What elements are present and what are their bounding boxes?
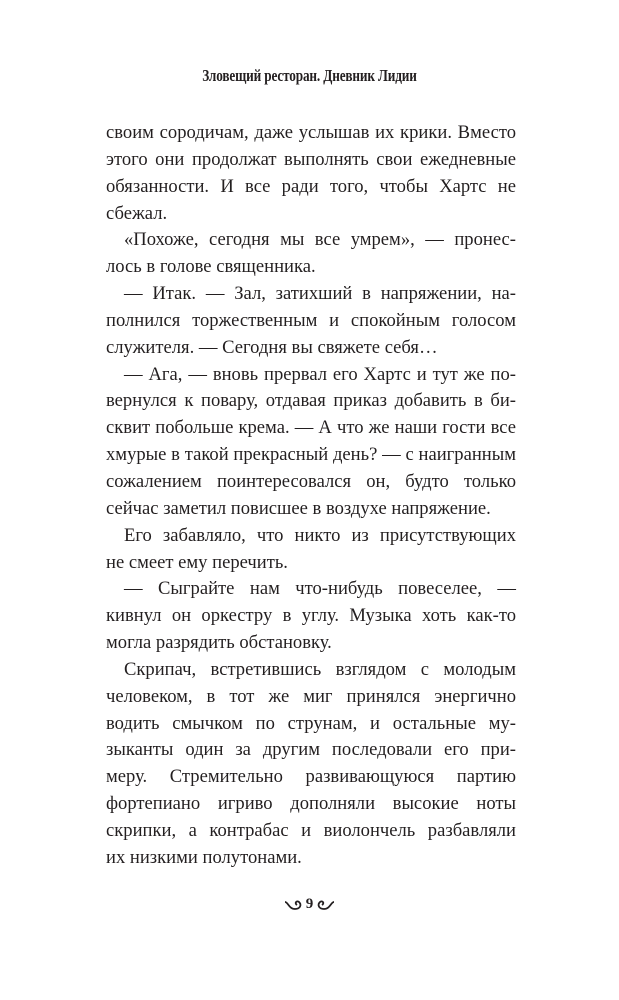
page-number: 9 <box>305 896 314 912</box>
text-line: кивнул он оркестру в углу. Музыка хоть как-то <box>106 605 516 627</box>
text-line: водить смычком по струнам, и остальные му- <box>106 712 516 734</box>
text-line: меру. Стремительно развивающуюся партию <box>106 766 516 788</box>
text-line: полнился торжественным и спокойным голосом <box>106 309 516 331</box>
text-line: Скрипач, встретившись взглядом с молодым <box>124 658 516 680</box>
page-number-ornament <box>0 896 619 913</box>
text-line: человеком, в тот же миг принялся энергично <box>106 685 516 707</box>
text-line: сбежал. <box>106 202 168 224</box>
text-line: — Сыграйте нам что-нибудь повеселее, — <box>124 578 516 600</box>
text-line: сквит побольше крема. — А что же наши гости все <box>106 417 516 439</box>
page-body-text <box>106 120 516 872</box>
text-line: — Ага, — вновь прервал его Хартс и тут же по- <box>124 363 516 385</box>
text-line: лось в голове священника. <box>106 256 316 278</box>
text-line: фортепиано игриво дополняли высокие ноты <box>106 793 516 815</box>
text-line: служителя. — Сегодня вы свяжете себя… <box>106 336 438 358</box>
text-line: «Похоже, сегодня мы все умрем», — пронес- <box>124 229 516 251</box>
text-line: зыканты один за другим последовали его при- <box>106 739 516 761</box>
text-line: — Итак. — Зал, затихший в напряжении, на- <box>124 283 516 305</box>
book-title: Зловещий ресторан. Дневник Лидии <box>202 66 417 85</box>
left-flourish-icon <box>284 899 306 911</box>
text-line: не смеет ему перечить. <box>106 551 288 573</box>
text-line: своим сородичам, даже услышав их крики. Вместо <box>106 122 516 143</box>
text-line: обязанности. И все ради того, чтобы Хартс не <box>106 175 516 197</box>
text-line: хмурые в такой прекрасный день? — с наигранным <box>106 444 516 466</box>
text-line: скрипки, а контрабас и виолончель разбавляли <box>106 819 516 841</box>
text-line: вернулся к повару, отдавая приказ добавить в би- <box>106 390 516 412</box>
text-line: могла разрядить обстановку. <box>106 632 332 654</box>
text-line: их низкими полутонами. <box>106 846 302 868</box>
text-line: сожалением поинтересовался он, будто только <box>106 470 516 492</box>
running-header <box>0 66 619 86</box>
text-line: этого они продолжат выполнять свои ежедневные <box>106 148 516 170</box>
text-line: Его забавляло, что никто из присутствующих <box>124 524 516 546</box>
right-flourish-icon <box>313 899 335 911</box>
text-line: сейчас заметил повисшее в воздухе напряжение. <box>106 497 491 519</box>
